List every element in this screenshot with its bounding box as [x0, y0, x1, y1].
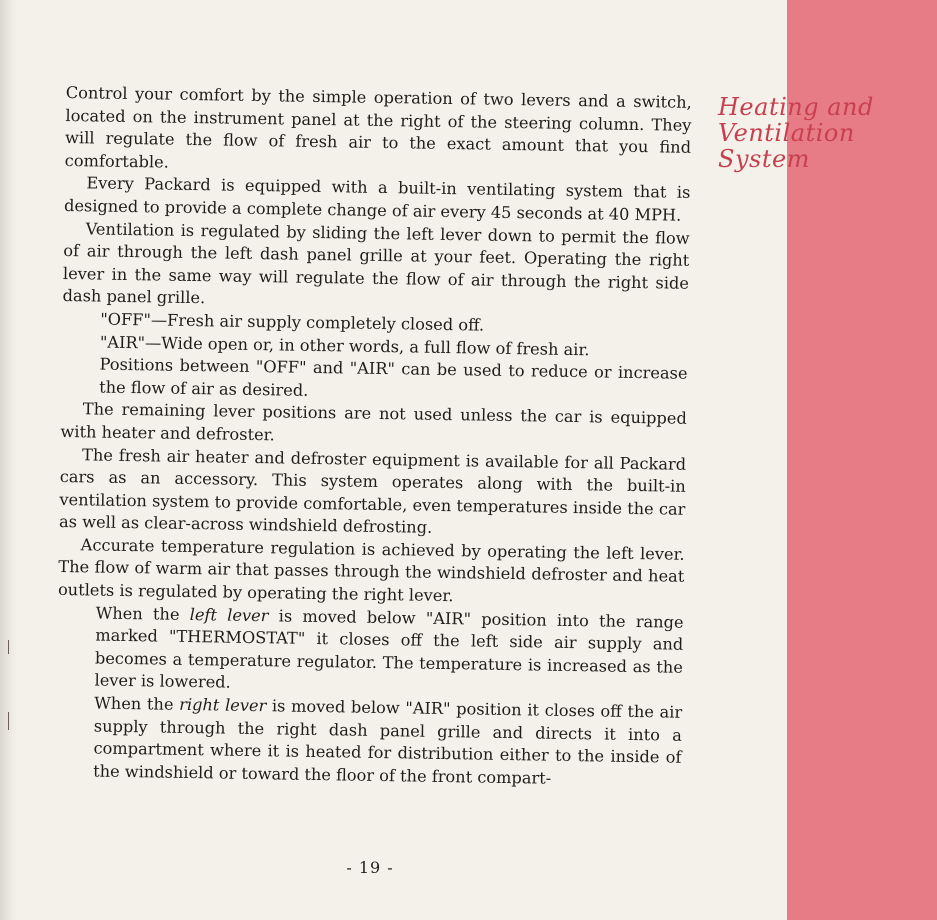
binding-mark: [8, 640, 9, 654]
paragraph: The remaining lever positions are not used unless the car is equipped with heater and defroster.: [60, 399, 687, 445]
page-binding-edge: [0, 0, 18, 920]
paragraph: Positions between "OFF" and "AIR" can be used to reduce or increase the flow of air as desired.: [99, 354, 688, 400]
paragraph: The fresh air heater and defroster equipment is available for all Packard cars as an accessory. This system operates along with the built-in ventilation system to provide comfortable, even temperatures inside the car as well as clear-across windshield defrosting.: [58, 444, 687, 538]
text-run: is moved below "AIR" position into the range marked "THERMOSTAT" it closes off the left side air supply and becomes a temperature regulator. The temperature is increased as the lever is lowered.: [94, 605, 684, 693]
section-heading-line: System: [718, 145, 810, 173]
paragraph: Accurate temperature regulation is achieved by operating the left lever. The flow of warm air that passes through the windshield defroster and heat outlets is regulated by operating the right lever.: [57, 535, 685, 606]
page-number: - 19 -: [346, 858, 394, 877]
text-run: is moved below "AIR" position it closes off the air supply through the right dash panel grille and directs it into a compartment where it is heated for distribution either to the inside of the windshield or toward the floor of the front compart-: [93, 696, 683, 788]
text-run: When the: [95, 603, 190, 624]
binding-mark: [8, 712, 9, 730]
body-text: [55, 82, 692, 792]
section-heading-line: Heating and: [718, 93, 874, 121]
section-heading-line: Ventilation: [718, 119, 855, 147]
paragraph: Ventilation is regulated by sliding the left lever down to permit the flow of air through the left dash panel grille at your feet. Operating the right lever in the same way will regulate the flow of air through the right side dash panel grille.: [62, 218, 690, 308]
paragraph: "OFF"—Fresh air supply completely closed off.: [100, 309, 485, 335]
paragraph: Control your comfort by the simple operation of two levers and a switch, located on the instrument panel at the right of the steering column. They will regulate the flow of fresh air to the exact amount that you find comfortable.: [64, 82, 692, 172]
text-run: When the: [94, 693, 180, 714]
paragraph-left-lever: [56, 602, 683, 702]
emphasis-left-lever: left lever: [189, 604, 269, 625]
section-heading: [718, 94, 918, 172]
emphasis-right-lever: right lever: [179, 694, 267, 716]
paragraph: Every Packard is equipped with a built-in ventilating system that is designed to provide a complete change of air every 45 seconds at 40 MPH.: [63, 173, 691, 225]
paragraph-right-lever: [55, 692, 682, 792]
paragraph: "AIR"—Wide open or, in other words, a full flow of fresh air.: [99, 332, 590, 359]
